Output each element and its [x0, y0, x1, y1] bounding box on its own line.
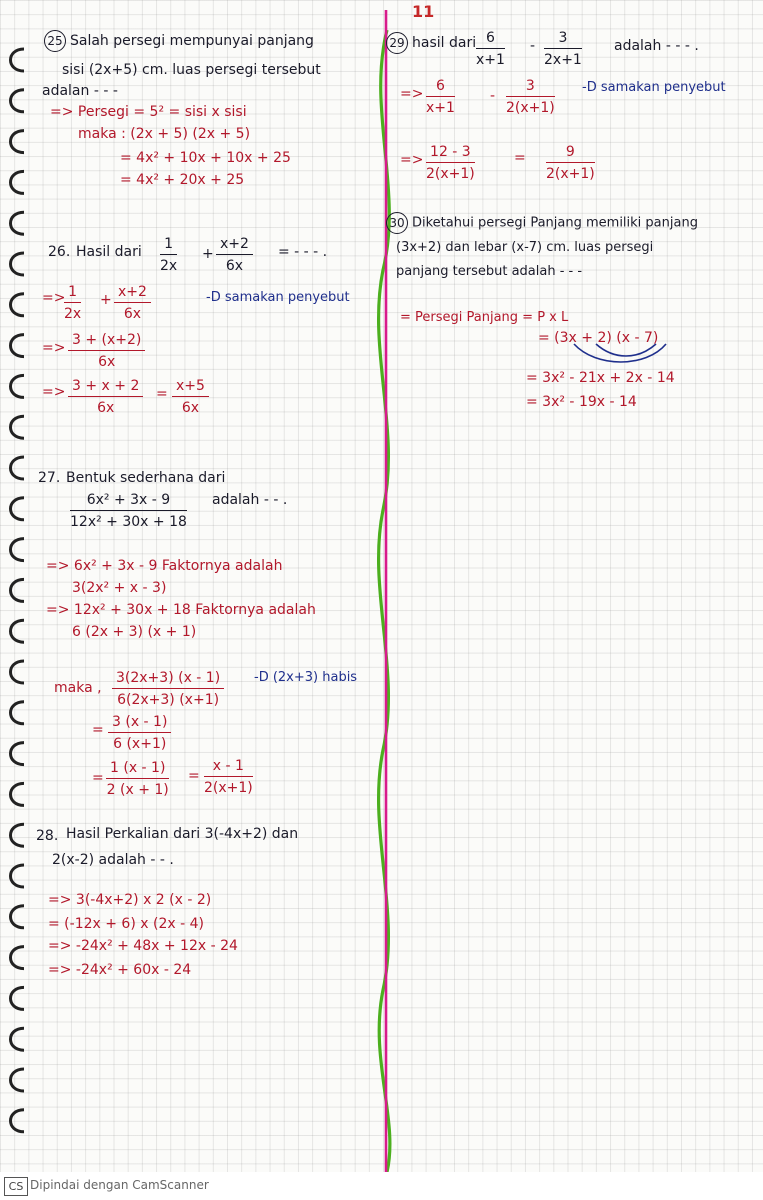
- q26-step2-arrow: =>: [42, 340, 66, 356]
- q27-work7-frac: 1 (x - 1) 2 (x + 1): [106, 760, 169, 798]
- q25-work1: => Persegi = 5² = sisi x sisi: [50, 104, 247, 120]
- binder-hole: [11, 90, 25, 112]
- q29-step2-eq: =: [514, 150, 526, 166]
- q30-work3: = 3x² - 21x + 2x - 14: [526, 370, 675, 386]
- q26-suffix: = - - - .: [278, 244, 328, 260]
- binder-hole: [11, 1069, 25, 1091]
- q25-work4: = 4x² + 20x + 25: [120, 172, 245, 188]
- q26-step1-frac2: x+2 6x: [114, 284, 151, 322]
- camscanner-icon: CS: [4, 1177, 28, 1196]
- q26-step3-eq: =: [156, 386, 168, 402]
- q29-step2-arrow: =>: [400, 152, 424, 168]
- q27-work4: 6 (2x + 3) (x + 1): [72, 624, 197, 640]
- binder-hole: [11, 906, 25, 928]
- q28-work3: => -24x² + 48x + 12x - 24: [48, 938, 238, 954]
- q28-work1: => 3(-4x+2) x 2 (x - 2): [48, 892, 212, 908]
- q27-work2: 3(2x² + x - 3): [72, 580, 167, 596]
- q26-prefix: Hasil dari: [76, 244, 142, 260]
- q27-work7-eq2: =: [188, 768, 200, 784]
- q26-step1-frac1: 1 2x: [64, 284, 82, 322]
- q29-number: 29: [386, 32, 408, 54]
- binder-hole: [11, 947, 25, 969]
- binder-hole: [11, 783, 25, 805]
- q30-work4: = 3x² - 19x - 14: [526, 394, 637, 410]
- q29-step1-minus: -: [490, 88, 496, 104]
- q27-number: 27.: [38, 470, 61, 486]
- q25-work2: maka : (2x + 5) (2x + 5): [78, 126, 251, 142]
- top-mark: 11: [412, 2, 435, 21]
- q26-step1-plus: +: [100, 292, 112, 308]
- center-divider: [365, 0, 405, 1172]
- q25-number: 25: [44, 30, 66, 52]
- q27-line1: Bentuk sederhana dari: [66, 470, 226, 486]
- binder-hole: [11, 375, 25, 397]
- q27-work3: => 12x² + 30x + 18 Faktornya adalah: [46, 602, 316, 618]
- binder-hole: [11, 131, 25, 153]
- binder-hole: [11, 457, 25, 479]
- q29-question-frac1: 6 x+1: [476, 30, 505, 68]
- q29-step2-result: 9 2(x+1): [546, 144, 595, 182]
- q26-question-frac1: 1 2x: [160, 236, 178, 274]
- q28-line2: 2(x-2) adalah - - .: [52, 852, 174, 868]
- q30-line2: (3x+2) dan lebar (x-7) cm. luas persegi: [396, 240, 654, 255]
- q28-number: 28.: [36, 828, 59, 844]
- q29-step2-frac: 12 - 3 2(x+1): [426, 144, 475, 182]
- binder-hole: [11, 253, 25, 275]
- binder-hole: [11, 579, 25, 601]
- binder-hole: [11, 1028, 25, 1050]
- binder-hole: [11, 865, 25, 887]
- q26-step2-frac: 3 + (x+2) 6x: [68, 332, 145, 370]
- q29-step1-frac1: 6 x+1: [426, 78, 455, 116]
- q27-work6-eq: =: [92, 722, 104, 738]
- q29-question-frac2: 3 2x+1: [544, 30, 582, 68]
- binder-hole: [11, 743, 25, 765]
- q27-work5-prefix: maka ,: [54, 680, 102, 696]
- binder-holes: [0, 0, 40, 1172]
- q27-work5-frac: 3(2x+3) (x - 1) 6(2x+3) (x+1): [112, 670, 224, 708]
- q27-work7-result: x - 1 2(x+1): [204, 758, 253, 796]
- q28-line1: Hasil Perkalian dari 3(-4x+2) dan: [66, 826, 299, 842]
- q30-number: 30: [386, 212, 408, 234]
- binder-hole: [11, 416, 25, 438]
- binder-hole: [11, 620, 25, 642]
- q27-work5-note: -D (2x+3) habis: [254, 670, 358, 685]
- binder-hole: [11, 49, 25, 71]
- q27-work1: => 6x² + 3x - 9 Faktornya adalah: [46, 558, 283, 574]
- binder-hole: [11, 212, 25, 234]
- binder-hole: [11, 661, 25, 683]
- q29-step1-arrow: =>: [400, 86, 424, 102]
- binder-hole: [11, 824, 25, 846]
- binder-hole: [11, 498, 25, 520]
- q25-line1: 25 Salah persegi mempunyai panjang: [44, 30, 314, 52]
- q27-work7-eq: =: [92, 770, 104, 786]
- binder-hole: [11, 335, 25, 357]
- q26-step3-arrow: =>: [42, 384, 66, 400]
- q26-step3-result: x+5 6x: [172, 378, 209, 416]
- q25-line2: sisi (2x+5) cm. luas persegi tersebut: [62, 62, 321, 78]
- q26-plus: +: [202, 246, 214, 262]
- distribution-arcs: [566, 340, 686, 370]
- q26-number: 26.: [48, 244, 71, 260]
- q30-line1: 30 Diketahui persegi Panjang memiliki panjang: [386, 212, 698, 234]
- q30-work1: = Persegi Panjang = P x L: [400, 310, 569, 325]
- q29-line: [386, 32, 476, 54]
- q29-step1-note: -D samakan penyebut: [582, 80, 726, 95]
- q30-line3: panjang tersebut adalah - - -: [396, 264, 583, 279]
- q28-work4: => -24x² + 60x - 24: [48, 962, 192, 978]
- q26-question-frac2: x+2 6x: [216, 236, 253, 274]
- q26-step1-arrow: =>: [42, 290, 66, 306]
- q29-suffix: adalah - - - .: [614, 38, 699, 54]
- binder-hole: [11, 702, 25, 724]
- q26-step3-frac: 3 + x + 2 6x: [68, 378, 143, 416]
- binder-hole: [11, 171, 25, 193]
- vine-line: [379, 30, 390, 1172]
- binder-hole: [11, 294, 25, 316]
- q25-work3: = 4x² + 10x + 10x + 25: [120, 150, 291, 166]
- q29-minus: -: [530, 38, 536, 54]
- q29-step1-frac2: 3 2(x+1): [506, 78, 555, 116]
- camscanner-label: Dipindai dengan CamScanner: [30, 1178, 209, 1192]
- q25-line3: adalan - - -: [42, 83, 118, 99]
- q30-work2: = (3x + 2) (x - 7): [538, 330, 659, 346]
- q27-work6-frac: 3 (x - 1) 6 (x+1): [108, 714, 171, 752]
- q28-work2: = (-12x + 6) x (2x - 4): [48, 916, 204, 932]
- scanner-footer: [0, 1172, 763, 1200]
- q27-suffix: adalah - - .: [212, 492, 288, 508]
- binder-hole: [11, 987, 25, 1009]
- binder-hole: [11, 539, 25, 561]
- q27-question-frac: 6x² + 3x - 9 12x² + 30x + 18: [70, 492, 187, 530]
- q29-prefix: hasil dari: [412, 35, 477, 51]
- binder-hole: [11, 1110, 25, 1132]
- q26-step1-note: -D samakan penyebut: [206, 290, 350, 305]
